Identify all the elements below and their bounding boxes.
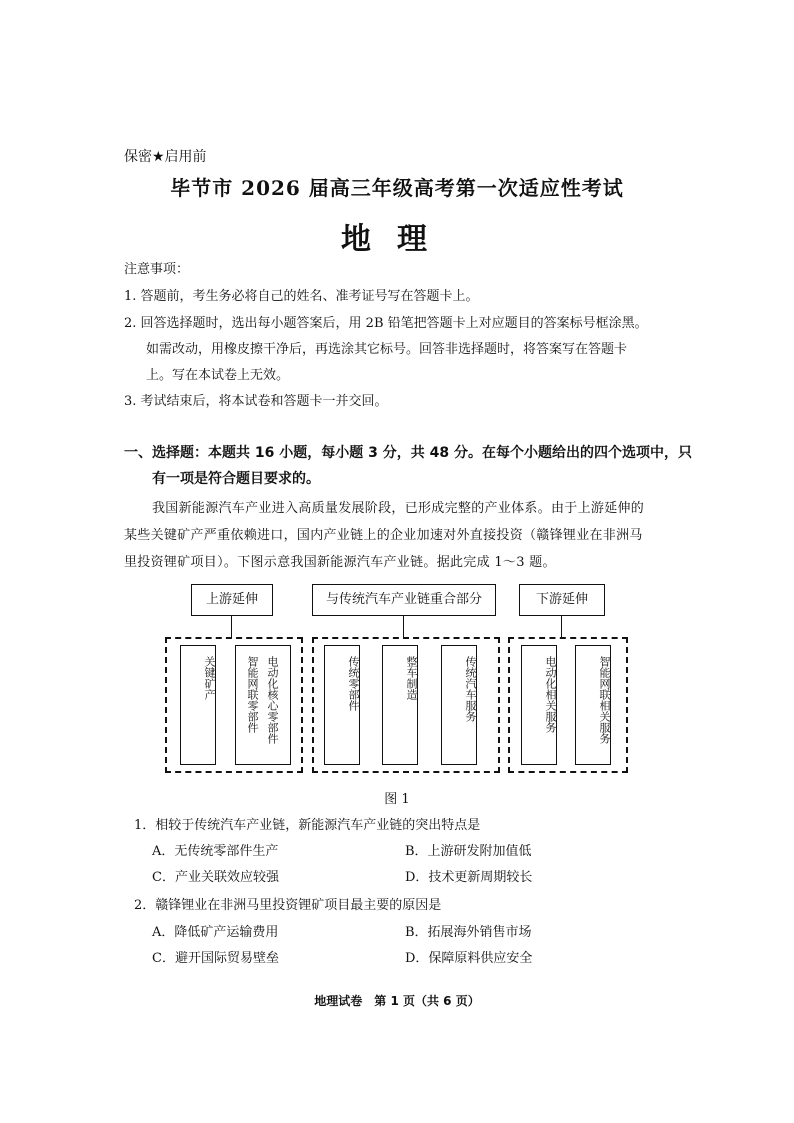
passage-line: 我国新能源汽车产业进入高质量发展阶段，已形成完整的产业体系。由于上游延伸的: [152, 501, 645, 516]
passage-line: 某些关键矿产严重依赖进口，国内产业链上的企业加速对外直接投资（赣锋锂业在非洲马: [124, 528, 643, 543]
option: D．技术更新周期较长: [405, 870, 533, 885]
option: B．拓展海外销售市场: [405, 925, 532, 940]
page-footer: 地理试卷 第 1 页（共 6 页）: [314, 994, 480, 1008]
option: B．上游研发附加值低: [405, 844, 532, 859]
question-stem: 1．相较于传统汽车产业链，新能源汽车产业链的突出特点是: [134, 818, 481, 833]
connector: [403, 615, 404, 638]
option: A．降低矿产运输费用: [152, 925, 279, 940]
note-item: 2. 回答选择题时，选出每小题答案后，用 2B 铅笔把答题卡上对应题目的答案标号框涂黑。: [124, 316, 648, 331]
section-heading: 一、选择题：本题共 16 小题，每小题 3 分，共 48 分。在每个小题给出的四个选项中，只: [124, 445, 692, 461]
item-box: [441, 645, 477, 765]
connector: [231, 615, 232, 638]
exam-title: 毕节市 2026 届高三年级高考第一次适应性考试: [170, 176, 624, 200]
note-item: 如需改动，用橡皮擦干净后，再选涂其它标号。回答非选择题时，将答案写在答题卡: [146, 342, 628, 357]
item-label: 电动化相关服务: [544, 656, 557, 733]
group-title-upstream: 上游延伸: [191, 584, 273, 616]
passage-line: 里投资锂矿项目）。下图示意我国新能源汽车产业链。据此完成 1～3 题。: [124, 555, 556, 570]
note-item: 3. 考试结束后，将本试卷和答题卡一并交回。: [124, 394, 388, 409]
item-box: [575, 645, 611, 765]
item-box: [382, 645, 418, 765]
group-title-downstream: 下游延伸: [519, 584, 605, 616]
question-stem: 2．赣锋锂业在非洲马里投资锂矿项目最主要的原因是: [134, 898, 442, 913]
figure-caption: 图 1: [384, 792, 410, 807]
option: C．产业关联效应较强: [152, 870, 279, 885]
section-heading-cont: 有一项是符合题目要求的。: [152, 471, 320, 487]
item-label: 电动化核心零部件: [266, 656, 279, 744]
item-label: 整车制造: [405, 656, 418, 700]
item-box: [180, 645, 216, 765]
note-item: 上。写在本试卷上无效。: [146, 368, 290, 383]
notes-heading: 注意事项：: [124, 262, 190, 277]
subject-title: 地理: [341, 222, 453, 257]
item-label: 关键矿产: [203, 656, 216, 700]
option: C．避开国际贸易壁垒: [152, 951, 279, 966]
note-item: 1. 答题前，考生务必将自己的姓名、准考证号写在答题卡上。: [124, 289, 479, 304]
group-title-overlap: 与传统汽车产业链重合部分: [312, 584, 496, 616]
connector: [561, 615, 562, 638]
option: A．无传统零部件生产: [152, 844, 279, 859]
item-label: 传统汽车服务: [464, 656, 477, 722]
item-box: [235, 645, 291, 765]
confidential-label: 保密★启用前: [124, 149, 207, 165]
item-label: 传统零部件: [347, 656, 360, 711]
item-label: 智能网联相关服务: [598, 656, 611, 744]
item-label: 智能网联零部件: [246, 656, 259, 733]
item-box: [324, 645, 360, 765]
option: D．保障原料供应安全: [405, 951, 533, 966]
item-box: [521, 645, 557, 765]
